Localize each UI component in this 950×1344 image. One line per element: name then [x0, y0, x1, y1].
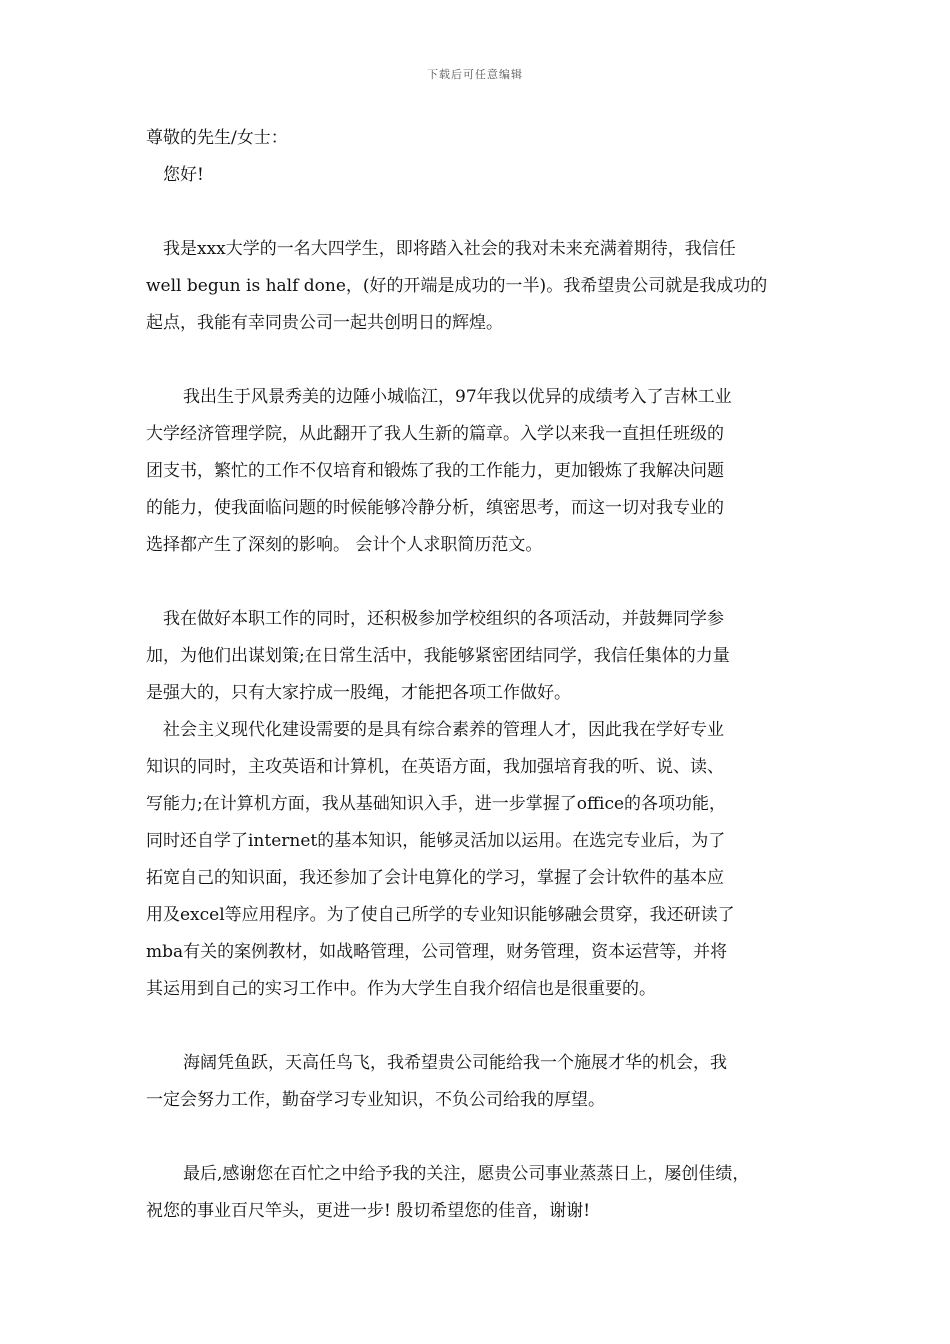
paragraph-line: 祝您的事业百尺竿头，更进一步! 殷切希望您的佳音，谢谢!	[146, 1201, 591, 1221]
paragraph-line: 加，为他们出谋划策;在日常生活中，我能够紧密团结同学，我信任集体的力量	[146, 646, 730, 666]
paragraph-line: 大学经济管理学院，从此翻开了我人生新的篇章。入学以来我一直担任班级的	[146, 424, 724, 444]
greeting: 您好!	[163, 165, 204, 185]
paragraph-line: 是强大的，只有大家拧成一股绳，才能把各项工作做好。	[146, 683, 571, 703]
paragraph-line: well begun is half done，(好的开端是成功的一半)。我希望贵公司就是我成功的	[146, 276, 768, 296]
paragraph-line: 用及excel等应用程序。为了使自己所学的专业知识能够融会贯穿，我还研读了	[146, 905, 735, 925]
paragraph-line: 最后,感谢您在百忙之中给予我的关注，愿贵公司事业蒸蒸日上，屡创佳绩，	[183, 1164, 750, 1184]
paragraph-line: 的能力，使我面临问题的时候能够冷静分析，缜密思考，而这一切对我专业的	[146, 498, 724, 518]
paragraph-gap	[146, 1008, 808, 1045]
paragraph-line: 其运用到自己的实习工作中。作为大学生自我介绍信也是很重要的。	[146, 979, 656, 999]
paragraph-gap	[146, 564, 808, 601]
paragraph-line: 起点，我能有幸同贵公司一起共创明日的辉煌。	[146, 313, 503, 333]
paragraph-line: 同时还自学了internet的基本知识，能够灵活加以运用。在选完专业后，为了	[146, 831, 726, 851]
salutation: 尊敬的先生/女士：	[146, 128, 288, 148]
paragraph-line: mba有关的案例教材，如战略管理，公司管理，财务管理，资本运营等，并将	[146, 942, 728, 962]
paragraph-6	[146, 1156, 808, 1230]
paragraph-gap	[146, 1119, 808, 1156]
paragraph-line: 社会主义现代化建设需要的是具有综合素养的管理人才，因此我在学好专业	[163, 720, 724, 740]
paragraph-2	[146, 379, 808, 564]
paragraph-1	[146, 231, 808, 342]
paragraph-gap	[146, 342, 808, 379]
letter-body	[146, 120, 808, 1230]
paragraph-line: 一定会努力工作，勤奋学习专业知识，不负公司给我的厚望。	[146, 1090, 605, 1110]
paragraph-line: 我出生于风景秀美的边陲小城临江，97年我以优异的成绩考入了吉林工业	[183, 387, 732, 407]
paragraph-line: 写能力;在计算机方面，我从基础知识入手，进一步掌握了office的各项功能，	[146, 794, 727, 814]
paragraph-line: 团支书，繁忙的工作不仅培育和锻炼了我的工作能力，更加锻炼了我解决问题	[146, 461, 724, 481]
paragraph-line: 我是xxx大学的一名大四学生，即将踏入社会的我对未来充满着期待，我信任	[163, 239, 736, 259]
paragraph-line: 知识的同时，主攻英语和计算机，在英语方面，我加强培育我的听、说、读、	[146, 757, 724, 777]
paragraph-line: 选择都产生了深刻的影响。 会计个人求职简历范文。	[146, 535, 543, 555]
paragraph-line: 拓宽自己的知识面，我还参加了会计电算化的学习，掌握了会计软件的基本应	[146, 868, 724, 888]
paragraph-5	[146, 1045, 808, 1119]
paragraph-line: 我在做好本职工作的同时，还积极参加学校组织的各项活动，并鼓舞同学参	[163, 609, 724, 629]
paragraph-line: 海阔凭鱼跃，天高任鸟飞，我希望贵公司能给我一个施展才华的机会，我	[183, 1053, 727, 1073]
paragraph-4	[146, 712, 808, 1008]
paragraph-gap	[146, 194, 808, 231]
page-header: 下载后可任意编辑	[427, 68, 523, 81]
paragraph-3	[146, 601, 808, 712]
